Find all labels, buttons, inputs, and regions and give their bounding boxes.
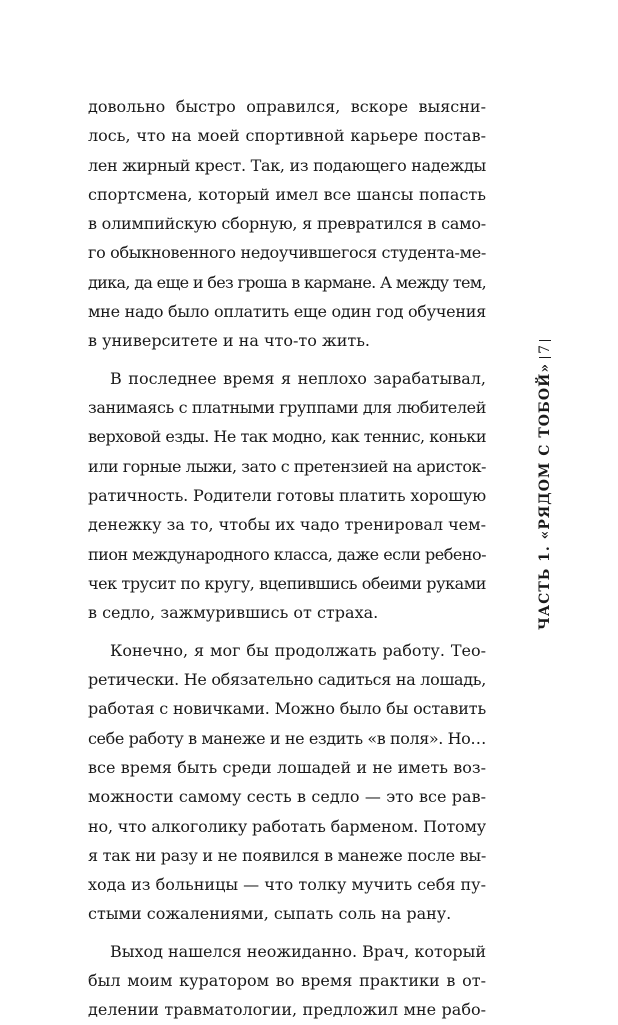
text-line: в университете и на что-то жить. bbox=[88, 331, 371, 351]
text-line: хода из больницы — что толку мучить себя пу- bbox=[88, 875, 487, 895]
text-line: Выход нашелся неожиданно. Врач, который bbox=[110, 941, 487, 961]
text-line: ратичность. Родители готовы платить хорошую bbox=[88, 486, 487, 506]
text-line: работая с новичками. Можно было бы оставить bbox=[88, 699, 486, 719]
text-line: спортсмена, который имел все шансы попасть bbox=[88, 184, 486, 204]
paragraph-4 bbox=[88, 937, 486, 1025]
text-line: стыми сожалениями, сыпать соль на рану. bbox=[88, 904, 452, 924]
text-line: я так ни разу и не появился в манеже после вы- bbox=[88, 845, 486, 865]
page-number-bar-right bbox=[539, 340, 551, 341]
text-line: лен жирный крест. Так, из подающего надежды bbox=[88, 155, 486, 175]
text-line: чек трусит по кругу, вцепившись обеими руками bbox=[88, 573, 486, 593]
text-line: верховой езды. Не так модно, как теннис, коньки bbox=[88, 427, 487, 447]
text-line: денежку за то, чтобы их чадо тренировал чем- bbox=[88, 515, 486, 535]
text-line: В последнее время я неплохо зарабатывал, bbox=[110, 368, 486, 388]
page-number: 7 bbox=[537, 344, 553, 354]
page-number-bar-left bbox=[539, 357, 551, 358]
body-text bbox=[88, 92, 486, 1025]
paragraph-3 bbox=[88, 636, 486, 929]
text-line: но, что алкоголику работать барменом. Потому bbox=[88, 816, 486, 836]
text-line: пион международного класса, даже если ребено- bbox=[88, 544, 487, 564]
text-line: ретически. Не обязательно садиться на лошадь, bbox=[88, 670, 486, 690]
text-line: в седло, зажмурившись от страха. bbox=[88, 603, 379, 623]
text-line: го обыкновенного недоучившегося студента-ме- bbox=[88, 243, 487, 263]
text-line: все время быть среди лошадей и не иметь воз- bbox=[88, 757, 486, 777]
text-line: занимаясь с платными группами для любителей bbox=[88, 398, 487, 418]
paragraph-1 bbox=[88, 92, 486, 356]
text-line: был моим куратором во время практики в от- bbox=[88, 971, 486, 991]
text-line: дика, да еще и без гроша в кармане. А между тем, bbox=[88, 272, 486, 292]
text-line: довольно быстро оправился, вскоре выясни- bbox=[88, 97, 486, 116]
paragraph-2 bbox=[88, 364, 486, 628]
text-line: или горные лыжи, зато с претензией на аристок- bbox=[88, 456, 486, 476]
running-head bbox=[530, 340, 560, 630]
text-line: себе работу в манеже и не ездить «в поля». Но… bbox=[88, 728, 487, 748]
text-line: Конечно, я мог бы продолжать работу. Тео- bbox=[110, 640, 486, 660]
chapter-title: ЧАСТЬ 1. «РЯДОМ С ТОБОЙ» bbox=[537, 362, 553, 630]
page-number-box bbox=[537, 340, 553, 358]
text-line: делении травматологии, предложил мне рабо- bbox=[88, 1000, 486, 1020]
text-line: можности самому сесть в седло — это все рав- bbox=[88, 787, 486, 807]
text-line: мне надо было оплатить еще один год обучения bbox=[88, 302, 487, 322]
text-line: в олимпийскую сборную, я превратился в само- bbox=[88, 214, 486, 234]
text-line: лось, что на моей спортивной карьере постав- bbox=[88, 126, 486, 146]
